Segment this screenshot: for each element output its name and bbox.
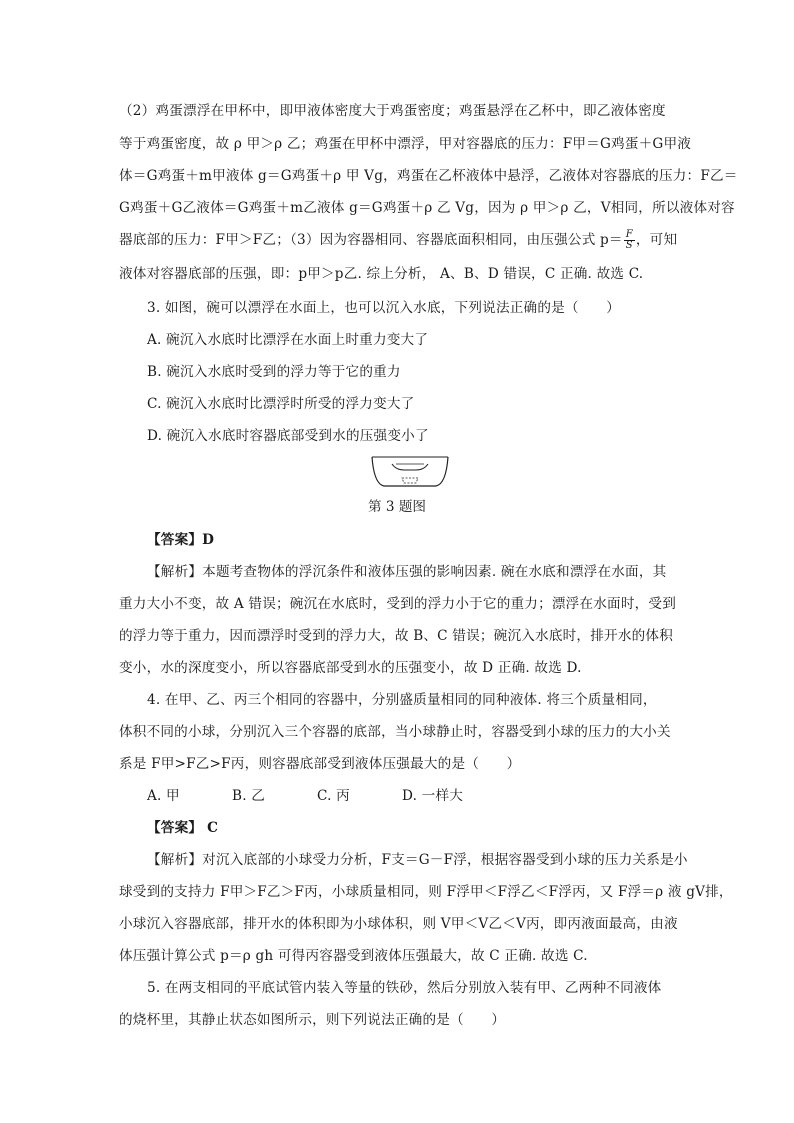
fraction-denominator: S xyxy=(625,240,633,251)
question-5-stem-line: 5. 在两支相同的平底试管内装入等量的铁砂，然后分别放入装有甲、乙两种不同液体 xyxy=(147,980,662,996)
question-3-explanation-line: 的浮力等于重力，因而漂浮时受到的浮力大，故 B、C 错误；碗沉入水底时，排开水的体积 xyxy=(119,628,673,644)
question-3-explanation-line: 重力大小不变，故 A 错误；碗沉在水底时，受到的浮力小于它的重力；漂浮在水面时，受到 xyxy=(119,596,677,612)
question-4-explanation-line: 球受到的支持力 F甲＞F乙＞F丙，小球质量相同，则 F浮甲＜F浮乙＜F浮丙，又 F浮＝ρ 液 gV排， xyxy=(119,884,733,900)
text-line xyxy=(119,230,677,251)
text-line: 液体对容器底部的压强，即：p甲＞p乙. 综上分析， A、B、D 错误，C 正确. 故选 C. xyxy=(119,266,644,282)
fraction-numerator: F xyxy=(625,229,633,240)
question-4-options xyxy=(147,786,463,806)
question-4-option-d: D. 一样大 xyxy=(402,788,464,804)
question-3-option-c: C. 碗沉入水底时比漂浮时所受的浮力变大了 xyxy=(147,396,415,412)
question-4-stem-line: 系是 F甲>F乙>F丙，则容器底部受到液体压强最大的是（ ） xyxy=(119,756,521,772)
question-4-option-b: B. 乙 xyxy=(232,788,266,804)
question-3-stem: 3. 如图，碗可以漂浮在水面上，也可以沉入水底，下列说法正确的是（ ） xyxy=(147,300,621,316)
question-4-option-c: C. 丙 xyxy=(317,788,350,804)
question-3-explanation-line: 【解析】本题考查物体的浮沉条件和液体压强的影响因素. 碗在水底和漂浮在水面，其 xyxy=(147,564,667,580)
question-4-explanation-line: 体压强计算公式 p＝ρ gh 可得丙容器受到液体压强最大，故 C 正确. 故选 C. xyxy=(119,948,588,964)
question-4-option-a: A. 甲 xyxy=(147,788,180,804)
question-3-explanation-line: 变小，水的深度变小，所以容器底部受到水的压强变小，故 D 正确. 故选 D. xyxy=(119,660,582,676)
figure-caption: 第 3 题图 xyxy=(367,499,427,515)
text-segment: ，可知 xyxy=(635,232,678,248)
bowl-in-container-figure xyxy=(370,454,450,490)
question-5-stem-line: 的烧杯里，其静止状态如图所示，则下列说法正确的是（ ） xyxy=(119,1012,506,1028)
question-3-option-d: D. 碗沉入水底时容器底部受到水的压强变小了 xyxy=(147,428,429,444)
question-3-answer: 【答案】D xyxy=(147,532,215,548)
question-4-stem-line: 体积不同的小球，分别沉入三个容器的底部，当小球静止时，容器受到小球的压力的大小关 xyxy=(119,724,671,740)
text-line: 体＝G鸡蛋＋m甲液体 g＝G鸡蛋＋ρ 甲 Vg，鸡蛋在乙杯液体中悬浮，乙液体对容器底的压力：F乙＝ xyxy=(119,168,738,184)
text-line: 等于鸡蛋密度，故 ρ 甲＞ρ 乙；鸡蛋在甲杯中漂浮，甲对容器底的压力：F甲＝G鸡蛋＋G甲液 xyxy=(119,136,692,152)
pressure-formula-fraction xyxy=(624,230,635,251)
question-3-option-b: B. 碗沉入水底时受到的浮力等于它的重力 xyxy=(147,364,401,380)
question-4-stem-line: 4. 在甲、乙、丙三个相同的容器中，分别盛质量相同的同种液体. 将三个质量相同， xyxy=(147,692,657,708)
question-4-answer: 【答案】 C xyxy=(147,820,219,836)
question-3-option-a: A. 碗沉入水底时比漂浮在水面上时重力变大了 xyxy=(147,332,429,348)
question-4-explanation-line: 小球沉入容器底部，排开水的体积即为小球体积，则 V甲＜V乙＜V丙，即丙液面最高，由液 xyxy=(119,916,678,932)
text-line: （2）鸡蛋漂浮在甲杯中，即甲液体密度大于鸡蛋密度；鸡蛋悬浮在乙杯中，即乙液体密度 xyxy=(119,103,666,119)
question-4-explanation-line: 【解析】对沉入底部的小球受力分析，F支＝G－F浮，根据容器受到小球的压力关系是小 xyxy=(147,852,688,868)
text-segment: 器底部的压力：F甲＞F乙；（3）因为容器相同、容器底面积相同，由压强公式 p＝ xyxy=(119,232,623,248)
text-line: G鸡蛋＋G乙液体＝G鸡蛋＋m乙液体 g＝G鸡蛋＋ρ 乙 Vg，因为 ρ 甲＞ρ 乙，V相同，所以液体对容 xyxy=(119,200,735,216)
